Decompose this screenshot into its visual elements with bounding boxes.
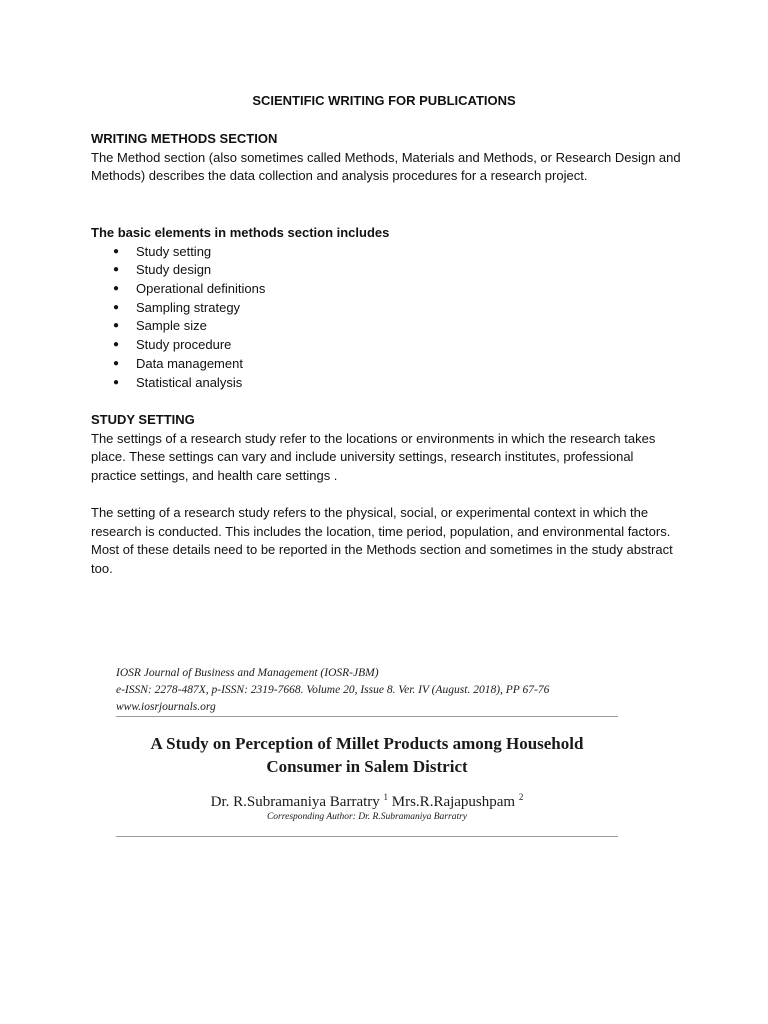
list-item: ● Sampling strategy [91, 299, 681, 318]
journal-name: IOSR Journal of Business and Management (IOSR-JBM) [116, 667, 379, 679]
study-setting-paragraph-1: The settings of a research study refer to the locations or environments in which the research takes place. These settings can vary and include university settings, research institutes, professional practice settings, and health care settings . [91, 430, 656, 484]
bullet-icon: ● [113, 339, 120, 351]
list-item: ● Study procedure [91, 336, 681, 355]
list-item: ● Statistical analysis [91, 374, 681, 393]
methods-heading: WRITING METHODS SECTION [91, 131, 278, 146]
list-item: ● Study setting [91, 243, 681, 262]
methods-section [91, 130, 681, 186]
elements-heading: The basic elements in methods section includes [91, 225, 390, 240]
author-1: Dr. R.Subramaniya Barratry [210, 794, 380, 810]
list-item: ● Study design [91, 261, 681, 280]
bullet-icon: ● [113, 283, 120, 295]
elements-section [91, 224, 681, 392]
methods-paragraph: The Method section (also sometimes called Methods, Materials and Methods, or Research Design and Methods) describes the data collection and analysis procedures for a research project. [91, 149, 681, 184]
bullet-icon: ● [113, 357, 120, 369]
bullet-icon: ● [113, 301, 120, 313]
elements-list [91, 243, 681, 393]
study-setting-section [91, 411, 681, 486]
bullet-icon: ● [113, 320, 120, 332]
paper-authors: Dr. R.Subramaniya Barratry $^1$ Mrs.R.Rajapushpam $^2$ [210, 792, 524, 810]
list-item: ● Operational definitions [91, 280, 681, 299]
bullet-icon: ● [113, 245, 120, 257]
study-setting-heading: STUDY SETTING [91, 412, 195, 427]
journal-issn: e-ISSN: 2278-487X, p-ISSN: 2319-7668. Volume 20, Issue 8. Ver. IV (August. 2018), PP 67-76 [116, 684, 550, 696]
paper-header-image [116, 665, 618, 837]
list-item: ● Sample size [91, 317, 681, 336]
journal-website: www.iosrjournals.org [116, 701, 216, 713]
divider-bottom [116, 836, 618, 837]
list-item: ● Data management [91, 355, 681, 374]
bullet-icon: ● [113, 264, 120, 276]
study-setting-paragraph-2: The setting of a research study refers to the physical, social, or experimental context in which the research is conducted. This includes the location, time period, population, and environmental factors. Most of these details need to be reported in the Methods section and sometimes in the study abstract too. [91, 505, 673, 577]
divider-top [116, 716, 618, 717]
corresponding-author: Corresponding Author: Dr. R.Subramaniya Barratry [266, 812, 468, 822]
paper-title: A Study on Perception of Millet Products among Household Consumer in Salem District [150, 734, 584, 776]
study-setting-section-2 [91, 504, 681, 579]
document-title: SCIENTIFIC WRITING FOR PUBLICATIONS [252, 93, 516, 108]
bullet-icon: ● [113, 376, 120, 388]
author-2: Mrs.R.Rajapushpam [391, 794, 516, 810]
